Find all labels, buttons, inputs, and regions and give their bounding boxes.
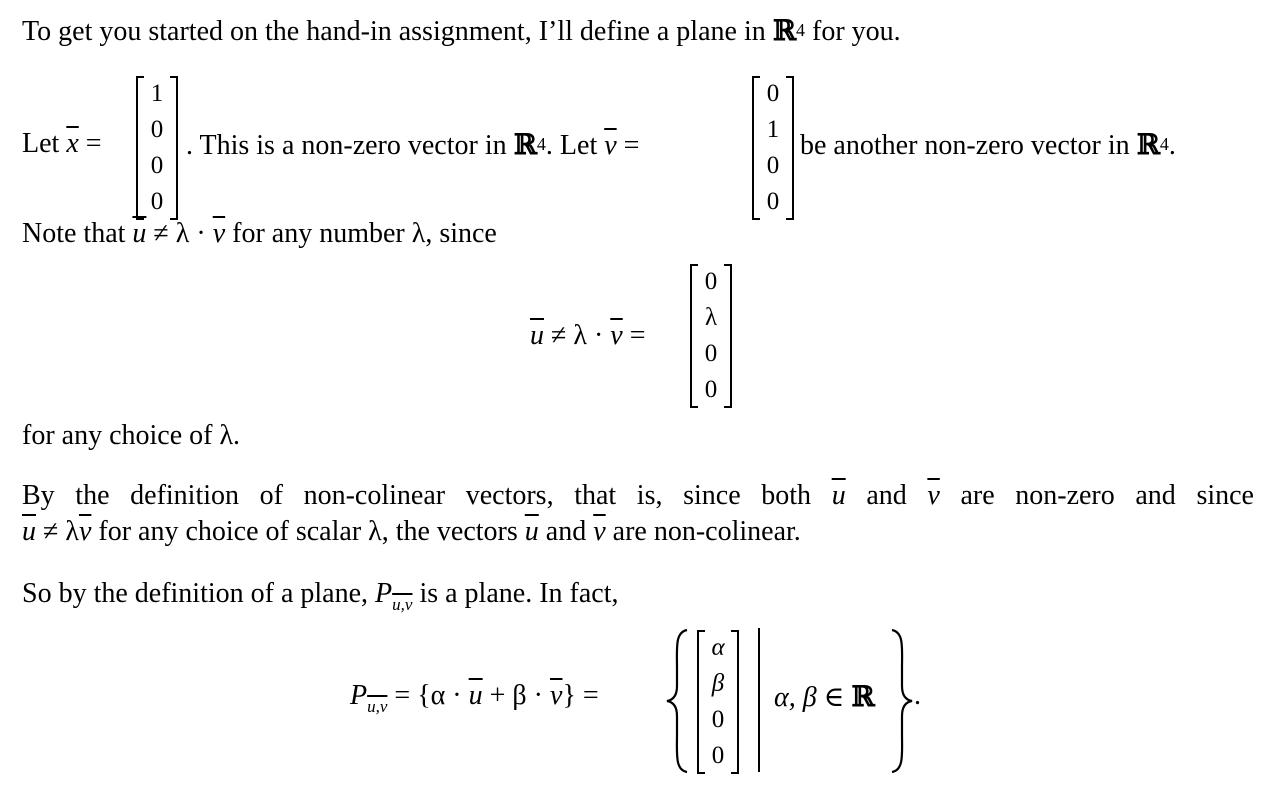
vector-u: $\overline{u}$: [22, 516, 36, 547]
real-numbers-symbol: ℝ: [772, 14, 797, 47]
display-equation-2: [350, 680, 599, 716]
real-numbers-symbol: ℝ: [513, 128, 537, 161]
intro-end: for you.: [805, 16, 901, 47]
condition-text: α, β ∈: [774, 682, 852, 713]
para-text: and: [538, 516, 594, 547]
matrix-cell: 1: [766, 116, 780, 143]
equals: =: [616, 130, 640, 161]
dimension-superscript: 4: [796, 20, 806, 40]
non-zero-sentence: [186, 128, 639, 162]
matrix-cell: 0: [711, 706, 725, 733]
plane-vector-matrix: [697, 630, 739, 774]
plane-symbol: P: [375, 578, 393, 609]
matrix-cell: 0: [150, 116, 164, 143]
matrix-cell: 0: [711, 742, 725, 769]
matrix-cell: 0: [704, 340, 718, 367]
not-equal-expr: ≠ λ ·: [146, 218, 213, 249]
vector-u: $\overline{u}$: [524, 516, 539, 547]
sentence-text: be another non-zero vector in: [800, 130, 1137, 161]
matrix-cell: 0: [704, 268, 718, 295]
para-text: By the definition of non-colinear vectors, that is, since both: [22, 480, 832, 511]
matrix-cell: 0: [150, 152, 164, 179]
para-text: are non-zero and since: [939, 480, 1254, 511]
colinear-para-line-2: [22, 516, 801, 548]
equals: =: [622, 320, 646, 351]
another-vector-sentence: [800, 128, 1176, 162]
note-text: for any number λ, since: [225, 218, 497, 249]
display-equation-1: [530, 320, 646, 352]
matrix-cell: 0: [766, 152, 780, 179]
matrix-cell: 0: [150, 188, 164, 215]
any-choice-line: for any choice of λ.: [22, 420, 241, 451]
plane-subscript: u,v: [392, 595, 413, 614]
lambda-vector-matrix: [690, 264, 732, 408]
matrix-cell: 0: [766, 80, 780, 107]
set-condition: [774, 680, 875, 714]
vector-v-matrix: [752, 76, 794, 220]
set-expr: } =: [562, 680, 599, 711]
dimension-superscript: 4: [536, 134, 546, 154]
set-expr: = {α ·: [387, 680, 469, 711]
para-text: are non-colinear.: [605, 516, 801, 547]
matrix-cell: λ: [704, 304, 718, 331]
not-equal-expr: ≠ λ ·: [544, 320, 611, 351]
real-numbers-symbol: ℝ: [851, 680, 875, 713]
right-brace: [888, 628, 914, 774]
real-numbers-symbol: ℝ: [1136, 128, 1160, 161]
sentence-text: . This is a non-zero vector in: [186, 130, 514, 161]
para-text: for any choice of scalar λ, the vectors: [91, 516, 525, 547]
plane-subscript: u,v: [367, 697, 388, 716]
note-line: [22, 218, 497, 250]
vector-v: $\overline{v}$: [604, 130, 617, 161]
let-u-label: [22, 128, 102, 160]
para-text: So by the definition of a plane,: [22, 578, 376, 609]
matrix-cell: 0: [704, 376, 718, 403]
vector-v: $\overline{v}$: [610, 320, 623, 351]
left-brace: [665, 628, 691, 774]
equals: =: [78, 128, 102, 159]
right-bracket: [724, 264, 732, 408]
vector-u: $\overline{u}$: [530, 320, 544, 351]
vector-u: $\overline{u}$: [831, 480, 846, 511]
colinear-para-line-1: [22, 480, 1254, 512]
vector-v: $\overline{v}$: [212, 218, 226, 249]
set-builder-bar: [758, 628, 760, 772]
vector-v: $\overline{v}$: [593, 516, 606, 547]
period: .: [1168, 130, 1176, 161]
let-text: Let: [22, 128, 67, 159]
vector-v: $\overline{v}$: [550, 680, 563, 711]
set-expr: + β ·: [482, 680, 551, 711]
matrix-cell: 1: [150, 80, 164, 107]
para-text: and: [845, 480, 928, 511]
vector-u-matrix: [136, 76, 178, 220]
intro-line: [22, 14, 901, 48]
final-period: .: [914, 680, 921, 711]
right-bracket: [170, 76, 178, 220]
para-text: is a plane. In fact,: [412, 578, 619, 609]
matrix-cell: β: [711, 670, 725, 697]
right-bracket: [731, 630, 739, 774]
plane-definition-line: [22, 578, 619, 614]
intro-text: To get you started on the hand-in assignment, I’ll define a plane in: [22, 16, 773, 47]
sentence-text: . Let: [545, 130, 605, 161]
matrix-cell: 0: [766, 188, 780, 215]
vector-u: $\overline{u}$: [132, 218, 147, 249]
para-text: ≠ λ: [36, 516, 79, 547]
vector-x: $\overline{x}$: [66, 128, 79, 159]
vector-u: $\overline{u}$: [468, 680, 483, 711]
vector-v: $\overline{v}$: [927, 480, 940, 511]
matrix-cell: α: [711, 634, 725, 661]
note-text: Note that: [22, 218, 133, 249]
dimension-superscript: 4: [1159, 134, 1169, 154]
plane-symbol: P: [350, 680, 368, 711]
vector-v: $\overline{v}$: [78, 516, 92, 547]
right-bracket: [786, 76, 794, 220]
